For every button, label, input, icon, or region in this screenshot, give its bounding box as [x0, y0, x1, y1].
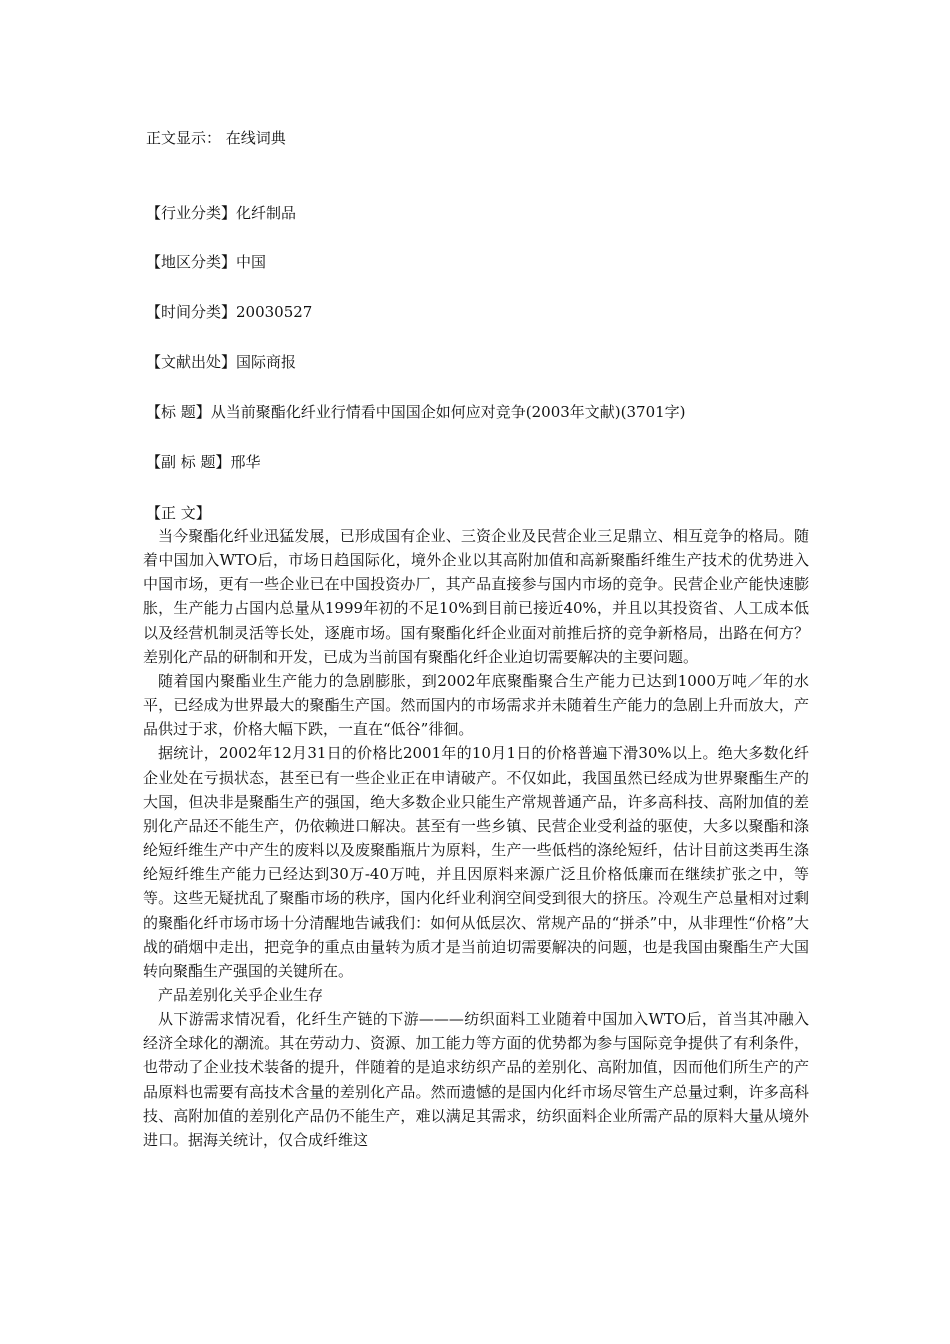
body-paragraph: 据统计，2002年12月31日的价格比2001年的10月1日的价格普遍下滑30%以上。绝大多数化纤企业处在亏损状态，甚至已有一些企业正在申请破产。不仅如此，我国虽然已经成为世界聚酯生产的大国，但决非是聚酯生产的强国，绝大多数企业只能生产常规普通产品，许多高科技、高附加值的差别化产品还不能生产，仍依赖进口解决。甚至有一些乡镇、民营企业受利益的驱使，大多以聚酯和涤纶短纤维生产中产生的废料以及废聚酯瓶片为原料，生产一些低档的涤纶短纤，估计目前这类再生涤纶短纤维生产能力已经达到30万-40万吨，并且因原料来源广泛且价格低廉而在继续扩张之中，等等。这些无疑扰乱了聚酯市场的秩序，国内化纤业利润空间受到很大的挤压。冷观生产总量相对过剩的聚酯化纤市场市场十分清醒地告诫我们：如何从低层次、常规产品的“拼杀”中，从非理性“价格”大战的硝烟中走出，把竞争的重点由量转为质才是当前迫切需要解决的问题，也是我国由聚酯生产大国转向聚酯生产强国的关键所在。	[143, 744, 809, 980]
body-section-heading: 产品差别化关乎企业生存	[158, 985, 324, 1004]
meta-industry: 【行业分类】化纤制品	[146, 204, 297, 222]
body-paragraph: 当今聚酯化纤业迅猛发展，已形成国有企业、三资企业及民营企业三足鼎立、相互竞争的格局。随着中国加入WTO后，市场日趋国际化，境外企业以其高附加值和高新聚酯纤维生产技术的优势进入中国市场，更有一些企业已在中国投资办厂，其产品直接参与国内市场的竞争。民营企业产能快速膨胀，生产能力占国内总量从1999年初的不足10%到目前已接近40%，并且以其投资省、人工成本低以及经营机制灵活等长处，逐鹿市场。国有聚酯化纤企业面对前推后挤的竞争新格局，出路在何方？差别化产品的研制和开发，已成为当前国有聚酯化纤企业迫切需要解决的主要问题。	[143, 527, 809, 666]
body-label: 【正 文】	[146, 504, 211, 522]
meta-source: 【文献出处】国际商报	[146, 353, 297, 371]
meta-region: 【地区分类】中国	[146, 253, 267, 271]
meta-title: 【标 题】从当前聚酯化纤业行情看中国国企如何应对竞争(2003年文献)(3701字)	[146, 403, 686, 421]
body-paragraph: 随着国内聚酯业生产能力的急剧膨胀，到2002年底聚酯聚合生产能力已达到1000万吨／年的水平，已经成为世界最大的聚酯生产国。然而国内的市场需求并未随着生产能力的急剧上升而放大，产品供过于求，价格大幅下跌，一直在“低谷”徘徊。	[143, 671, 809, 739]
meta-time: 【时间分类】20030527	[146, 303, 313, 321]
page-header: 正文显示： 在线词典	[146, 129, 286, 147]
body-text	[143, 524, 809, 1152]
meta-subtitle: 【副 标 题】邢华	[146, 453, 261, 471]
body-paragraph: 从下游需求情况看，化纤生产链的下游———纺织面料工业随着中国加入WTO后，首当其冲融入经济全球化的潮流。其在劳动力、资源、加工能力等方面的优势都为参与国际竞争提供了有利条件，也带动了企业技术装备的提升，伴随着的是追求纺织产品的差别化、高附加值，因而他们所生产的产品原料也需要有高技术含量的差别化产品。然而遗憾的是国内化纤市场尽管生产总量过剩，许多高科技、高附加值的差别化产品仍不能生产，难以满足其需求，纺织面料企业所需产品的原料大量从境外进口。据海关统计，仅合成纤维这	[143, 1010, 809, 1149]
